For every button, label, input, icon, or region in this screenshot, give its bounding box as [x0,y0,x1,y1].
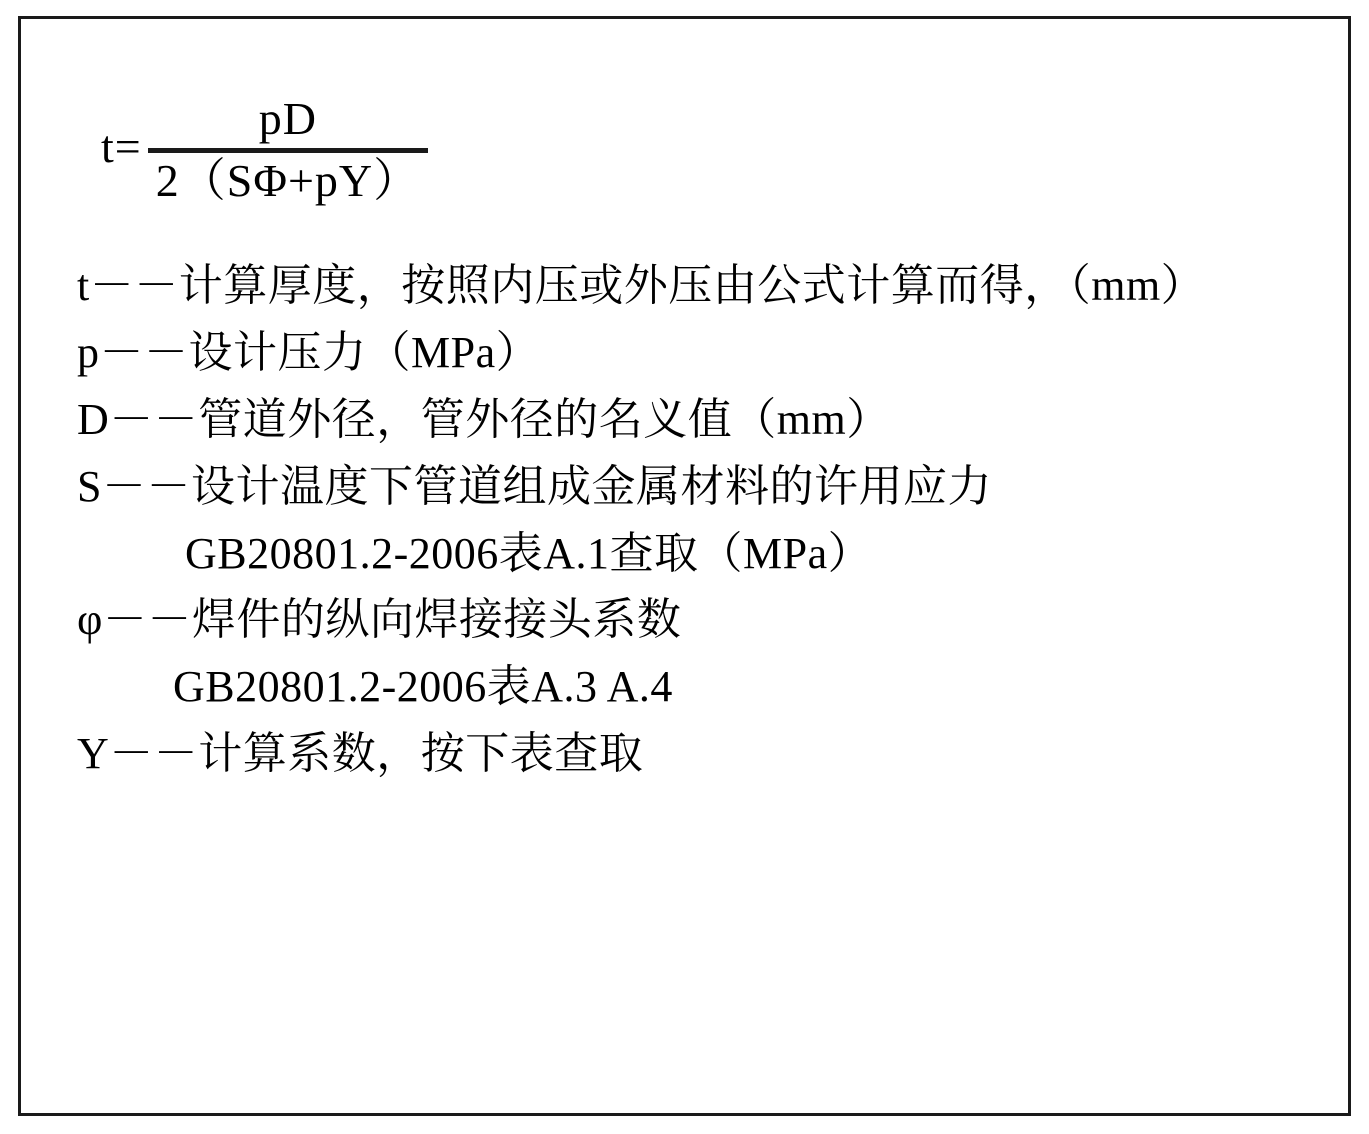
definition-line-D: D－－管道外径，管外径的名义值（mm） [77,394,891,444]
formula-left-hand-side: t= [101,121,142,172]
definition-reference-S: GB20801.2-2006表A.1查取（MPa） [185,528,873,578]
formula-denominator: 2（SΦ+pY） [155,154,421,206]
definition-line-S: S－－设计温度下管道组成金属材料的许用应力 [77,461,992,511]
formula-fraction [148,95,428,205]
definition-reference-phi: GB20801.2-2006表A.3 A.4 [173,662,673,712]
definition-line-t: t－－计算厚度，按照内压或外压由公式计算而得，（mm） [77,261,1206,310]
definition-line-Y: Y－－计算系数，按下表查取 [77,729,644,779]
definition-line-p: p－－设计压力（MPa） [77,327,541,377]
content-area [21,19,1348,1113]
content-frame [18,16,1351,1116]
wall-thickness-formula [101,75,1318,225]
definition-line-phi: φ－－焊件的纵向焊接接头系数 [77,595,682,645]
definition-list [77,253,1318,788]
formula-numerator: pD [258,93,318,145]
